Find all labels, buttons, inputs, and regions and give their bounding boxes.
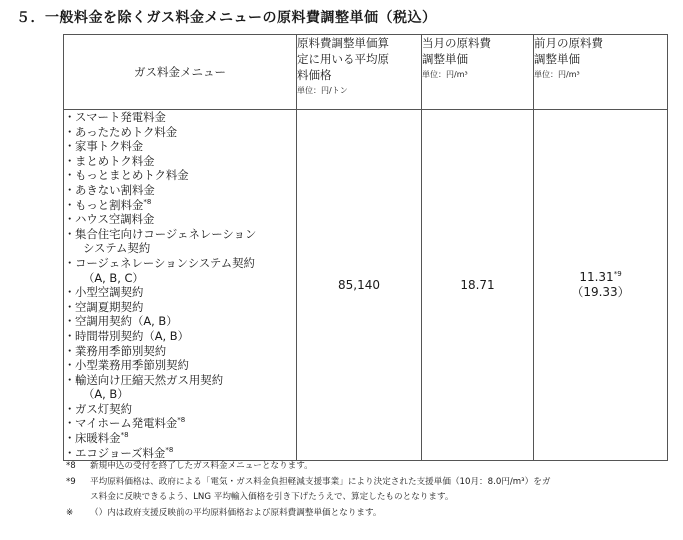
- menu-item-continuation: （A, B, C）: [83, 270, 144, 285]
- menu-item-label: ハウス空調料金: [75, 212, 155, 227]
- avg-price-header-line: 原料費調整単価算: [297, 36, 389, 50]
- gas-menu-list: [64, 110, 296, 460]
- menu-list-item: [64, 212, 296, 227]
- avg-price-header-line: 料価格: [297, 68, 332, 82]
- previous-rate-header-line: 前月の原料費: [534, 36, 603, 50]
- menu-item-label: もっとまとめトク料金: [75, 168, 189, 183]
- menu-list-item: [64, 227, 296, 256]
- previous-rate-header-line: 調整単価: [534, 52, 580, 66]
- menu-item-label: 空調用契約（A, B）: [75, 314, 178, 329]
- table-header-row: [64, 35, 668, 110]
- footnote-line: [66, 475, 676, 491]
- footnote-mark: ※: [66, 507, 74, 518]
- menu-list-item: [64, 373, 296, 402]
- menu-item-label: あったためトク料金: [75, 124, 178, 139]
- menu-item-label: 家事トク料金: [75, 139, 144, 154]
- footnote-line: [66, 506, 676, 522]
- current-rate-column-header: [422, 35, 534, 110]
- footnote-mark: *8: [66, 461, 76, 471]
- footnote-text: （）内は政府支援反映前の平均原料価格および原料費調整単価となります。: [90, 507, 382, 518]
- menu-item-label: 小型空調契約: [75, 285, 144, 300]
- menu-list-item: [64, 416, 296, 431]
- avg-price-value: 85,140: [338, 277, 380, 292]
- menu-item-continuation: システム契約: [83, 241, 151, 256]
- avg-price-cell: [297, 110, 422, 461]
- avg-price-unit: 単位：円/トン: [297, 86, 348, 95]
- menu-list-item: [64, 154, 296, 169]
- footnote-line: [66, 490, 676, 506]
- menu-item-continuation: （A, B）: [83, 387, 129, 402]
- current-rate-header-line: 調整単価: [422, 52, 468, 66]
- menu-item-label: マイホーム発電料金: [75, 416, 178, 431]
- current-rate-unit: 単位：円/m³: [422, 70, 468, 79]
- menu-list-item: [64, 110, 296, 125]
- current-rate-cell: [422, 110, 534, 461]
- menu-item-footnote-mark: *8: [120, 431, 129, 440]
- footnote-text: ス料金に反映できるよう、LNG 平均輸入価格を引き下げたうえで、算定したものとなります。: [90, 492, 454, 502]
- footnote-mark: *9: [66, 476, 76, 487]
- menu-column-header: ガス料金メニュー: [64, 35, 297, 110]
- menu-item-label: まとめトク料金: [75, 153, 155, 168]
- footnote-text: 新規申込の受付を終了したガス料金メニューとなります。: [90, 461, 313, 471]
- menu-item-footnote-mark: *8: [143, 197, 152, 206]
- footnote-line: [66, 459, 676, 475]
- menu-item-footnote-mark: *8: [165, 445, 174, 454]
- menu-list-item: [64, 183, 296, 198]
- menu-item-label: コージェネレーションシステム契約: [75, 255, 255, 270]
- menu-list-item: [64, 198, 296, 213]
- menu-item-label: 床暖料金: [75, 431, 121, 446]
- menu-list-item: [64, 402, 296, 417]
- menu-item-label: エコジョーズ料金: [75, 445, 166, 460]
- previous-rate-column-header: [534, 35, 668, 110]
- menu-item-footnote-mark: *8: [177, 416, 186, 425]
- menu-item-label: ガス灯契約: [75, 401, 132, 416]
- menu-list-cell: [64, 110, 297, 461]
- menu-list-item: [64, 300, 296, 315]
- previous-rate-value: 11.31: [579, 270, 614, 285]
- previous-rate-cell: [534, 110, 668, 461]
- menu-list-item: [64, 344, 296, 359]
- menu-item-label: もっと割料金: [75, 197, 144, 212]
- menu-item-label: 小型業務用季節別契約: [75, 358, 189, 373]
- menu-list-item: [64, 125, 296, 140]
- footnotes: [66, 459, 676, 521]
- menu-item-label: 輸送向け圧縮天然ガス用契約: [75, 372, 224, 387]
- previous-rate-footnote-mark: *9: [613, 270, 622, 279]
- menu-list-item: [64, 431, 296, 446]
- adjustment-rate-table: [63, 34, 668, 461]
- current-rate-header-line: 当月の原料費: [422, 36, 491, 50]
- menu-item-label: 時間帯別契約（A, B）: [75, 328, 189, 343]
- table-body-row: [64, 110, 668, 461]
- menu-list-item: [64, 285, 296, 300]
- footnote-text: 平均原料価格は、政府による「電気・ガス料金負担軽減支援事業」により決定された支援単価（10月：8.0円/m³）をガ: [90, 476, 551, 487]
- menu-list-item: [64, 139, 296, 154]
- menu-list-item: [64, 256, 296, 285]
- menu-item-label: あきない割料金: [75, 182, 155, 197]
- avg-price-header-line: 定に用いる平均原: [297, 52, 389, 66]
- avg-price-column-header: [297, 35, 422, 110]
- menu-item-label: 集合住宅向けコージェネレーション: [75, 226, 257, 241]
- menu-list-item: [64, 314, 296, 329]
- previous-rate-line: [534, 270, 667, 285]
- menu-list-item: [64, 358, 296, 373]
- current-rate-value: 18.71: [460, 277, 495, 292]
- menu-item-label: スマート発電料金: [75, 110, 166, 124]
- menu-list-item: [64, 329, 296, 344]
- previous-rate-pre-support-value: （19.33）: [571, 285, 630, 300]
- menu-list-item: [64, 168, 296, 183]
- menu-item-label: 空調夏期契約: [75, 299, 144, 314]
- previous-rate-unit: 単位：円/m³: [534, 70, 580, 79]
- section-title: ５．一般料金を除くガス料金メニューの原料費調整単価（税込）: [16, 10, 437, 26]
- menu-item-label: 業務用季節別契約: [75, 343, 167, 358]
